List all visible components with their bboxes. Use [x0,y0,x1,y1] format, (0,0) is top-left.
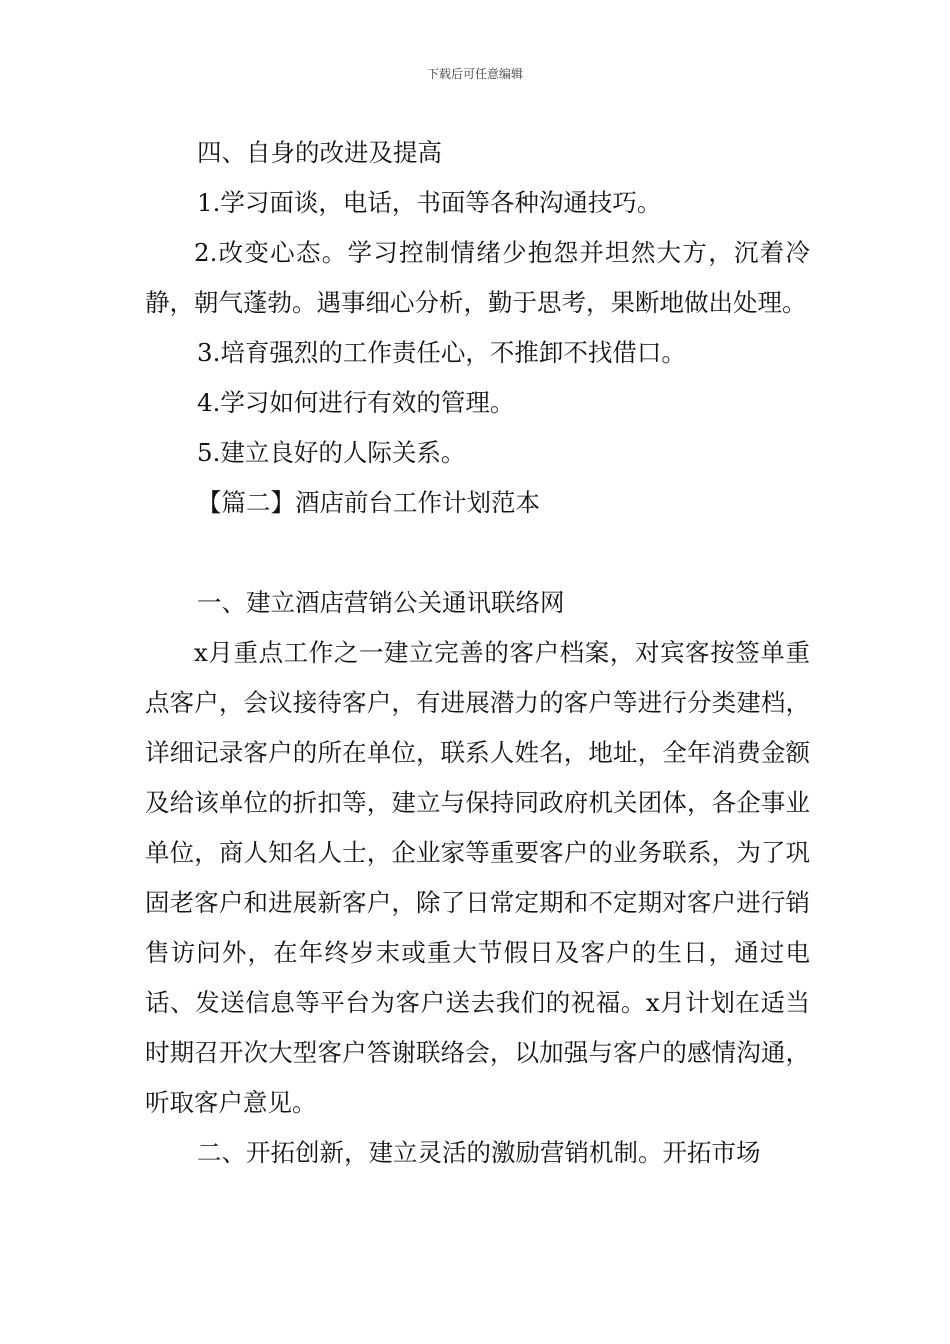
list-item: 2.改变心态。学习控制情绪少抱怨并坦然大方，沉着冷静，朝气蓬勃。遇事细心分析，勤于思考，果断地做出处理。 [145,238,810,317]
list-item: 3.培育强烈的工作责任心，不推卸不找借口。 [197,338,686,367]
section-heading-improvement: 四、自身的改进及提高 [197,138,442,167]
section-heading-network: 一、建立酒店营销公关通讯联络网 [197,588,565,617]
paragraph-customer-archive: x月重点工作之一建立完善的客户档案，对宾客按签单重点客户，会议接待客户，有进展潜力的客户等进行分类建档，详细记录客户的所在单位，联系人姓名，地址，全年消费金额及给该单位的折扣等，建立与保持同政府机关团体，各企事业单位，商人知名人士，企业家等重要客户的业务联系，为了巩固老客户和进展新客户，除了日常定期和不定期对客户进行销售访问外，在年终岁末或重大节假日及客户的生日，通过电话、发送信息等平台为客户送去我们的祝福。x月计划在适当时期召开次大型客户答谢联络会，以加强与客户的感情沟通，听取客户意见。 [145,638,810,1117]
list-item: 1.学习面谈，电话，书面等各种沟通技巧。 [197,188,662,217]
part-title: 【篇二】酒店前台工作计划范本 [197,488,540,517]
blank-line [145,528,810,578]
document-body [145,128,810,1178]
list-item: 4.学习如何进行有效的管理。 [197,388,515,417]
section-heading-innovation: 二、开拓创新，建立灵活的激励营销机制。开拓市场 [197,1138,761,1167]
list-item: 5.建立良好的人际关系。 [197,438,466,467]
page-header-note: 下载后可任意编辑 [426,67,523,81]
